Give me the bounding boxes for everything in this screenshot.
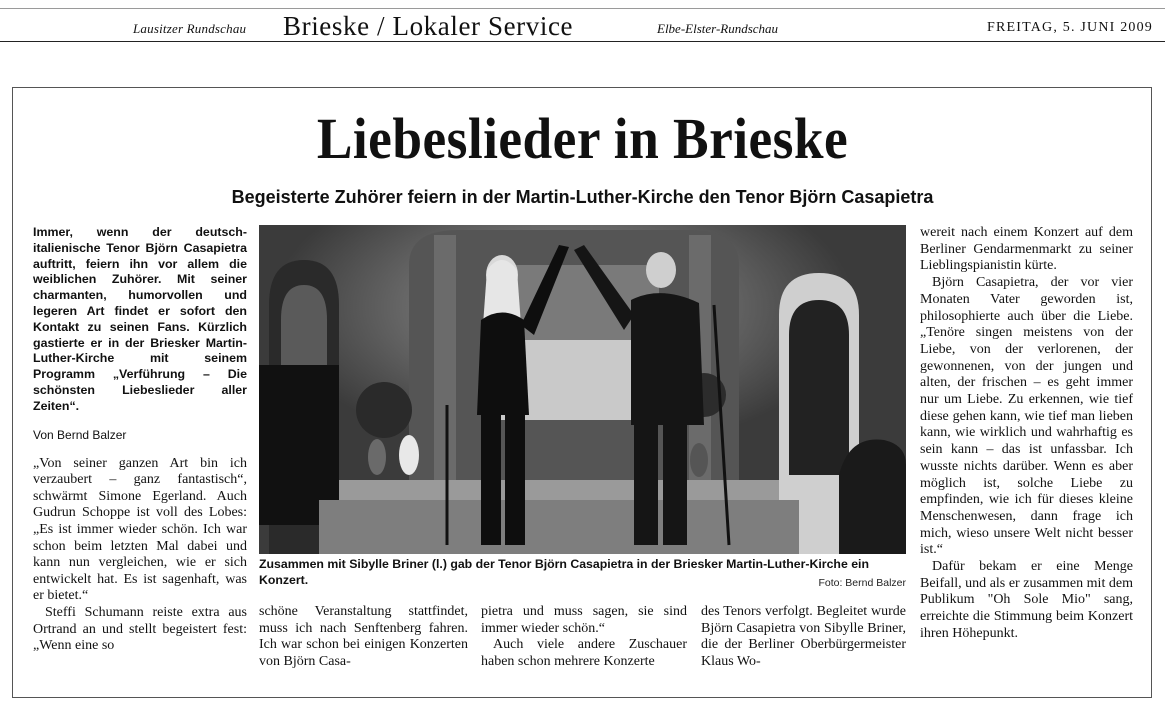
article-byline: Von Bernd Balzer: [33, 427, 127, 442]
body-paragraph: Auch viele andere Zuschauer haben schon mehrere Konzerte: [481, 637, 687, 669]
article-column-4: [701, 604, 906, 670]
masthead-left-paper: Lausitzer Rundschau: [133, 21, 247, 36]
article-headline: Liebeslieder in Brieske: [316, 106, 849, 171]
body-paragraph: wereit nach einem Konzert auf dem Berliner Gendarmenmarkt zu seiner Lieblingspianistin kürte.: [920, 225, 1133, 274]
body-paragraph: schöne Veranstaltung stattfindet, muss ich nach Senftenberg fahren. Ich war schon bei einigen Konzerten von Björn Casa-: [259, 604, 468, 669]
concert-photo: [259, 225, 906, 554]
masthead-section-title: Brieske / Lokaler Service: [283, 11, 574, 41]
body-paragraph: des Tenors verfolgt. Begleitet wurde Björn Casapietra von Sibylle Briner, die der Berliner Oberbürgermeister Klaus Wo-: [701, 604, 906, 669]
article-column-3: [481, 604, 687, 670]
photo-credit: Foto: Bernd Balzer: [818, 577, 906, 589]
concert-photo-image: [259, 225, 906, 554]
article-column-1: [33, 225, 247, 655]
masthead-date: FREITAG, 5. JUNI 2009: [986, 20, 1153, 35]
article-lead: Immer, wenn der deutsch-italienische Tenor Björn Casapietra auftritt, feiern ihn vor allem die weiblichen Zuhörer. Mit seiner charmanten, humorvollen und legeren Art findet er sofort den Kontakt zu seinen Fans. Kürzlich gastierte er in der Briesker Martin-Luther-Kirche mit seinem Programm „Verführung – Die schönsten Liebeslieder aller Zeiten“.: [33, 225, 247, 413]
masthead-right-paper: Elbe-Elster-Rundschau: [657, 21, 779, 36]
body-paragraph: Dafür bekam er eine Menge Beifall, und als er zusammen mit dem Publikum "Oh Sole Mio" sang, erreichte die Stimmung beim Konzert ihren Höhepunkt.: [920, 559, 1133, 641]
body-paragraph: „Von seiner ganzen Art bin ich verzaubert – ganz fantastisch“, schwärmt Simone Egerland. Auch Gudrun Schoppe ist voll des Lobes: „Es ist immer wieder schön. Ich war schon beim letzten Mal dabei und kann nun vergleichen, wie er sich entwickelt hat. Es ist sagenhaft, was er bietet.“: [33, 455, 247, 604]
masthead: [0, 8, 1165, 42]
article-column-2: [259, 604, 468, 670]
body-paragraph: Steffi Schumann reiste extra aus Ortrand an und stellt begeistert fest: „Wenn eine so: [33, 604, 247, 654]
body-paragraph: pietra und muss sagen, sie sind immer wieder schön.“: [481, 604, 687, 636]
article-column-5: [920, 225, 1133, 643]
body-paragraph: Björn Casapietra, der vor vier Monaten Vater geworden ist, philosophierte auch über die Liebe. „Tenöre singen meistens von der Liebe, von der verlorenen, der gewonnenen, von der jungen und alten, der frischen – es geht immer nur um Liebe. Zu erkennen, wie tief diese gehen kann, wie tief man lieben kann, wie wirklich und wahrhaftig es sein kann – das ist unfassbar. Ich wusste nichts darüber. Wenn es aber möglich ist, solche Liebe zu empfinden, wie ich für dieses kleine Menschenwesen, dann frage ich mich, wieso unsere Welt nicht besser ist.“: [920, 275, 1133, 558]
photo-caption: Zusammen mit Sibylle Briner (l.) gab der Tenor Björn Casapietra in der Briesker Martin-Luther-Kirche ein Konzert.: [259, 557, 869, 587]
article-subheadline: Begeisterte Zuhörer feiern in der Martin-Luther-Kirche den Tenor Björn Casapietra: [231, 187, 934, 207]
